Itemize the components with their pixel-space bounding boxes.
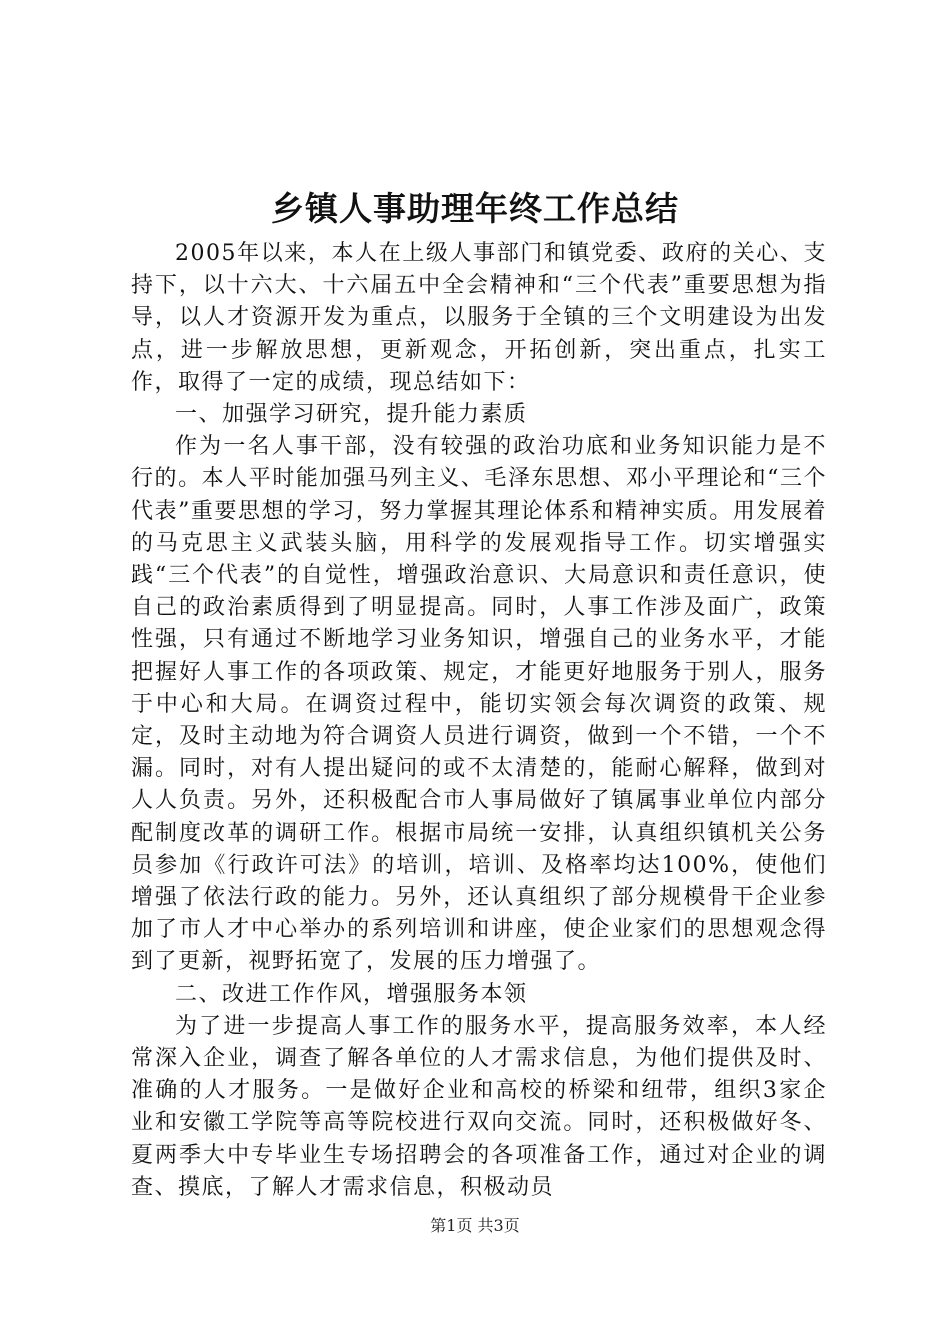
section-1-paragraph: 作为一名人事干部，没有较强的政治功底和业务知识能力是不行的。本人平时能加强马列主义、毛泽东思想、邓小平理论和“三个代表”重要思想的学习，努力掌握其理论体系和精神实质。用发展着的马克思主义武装头脑，用科学的发展观指导工作。切实增强实践“三个代表”的自觉性，增强政治意识、大局意识和责任意识，使自己的政治素质得到了明显提高。同时，人事工作涉及面广，政策性强，只有通过不断地学习业务知识，增强自己的业务水平，才能把握好人事工作的各项政策、规定，才能更好地服务于别人，服务于中心和大局。在调资过程中，能切实领会每次调资的政策、规定，及时主动地为符合调资人员进行调资，做到一个不错，一个不漏。同时，对有人提出疑问的或不太清楚的，能耐心解释，做到对人人负责。另外，还积极配合市人事局做好了镇属事业单位内部分配制度改革的调研工作。根据市局统一安排，认真组织镇机关公务员参加《行政许可法》的培训，培训、及格率均达100%，使他们增强了依法行政的能力。另外，还认真组织了部分规模骨干企业参加了市人才中心举办的系列培训和讲座，使企业家们的思想观念得到了更新，视野拓宽了，发展的压力增强了。 <box>131 434 827 975</box>
document-body <box>131 238 827 1204</box>
section-heading-2: 二、改进工作作风，增强服务本领 <box>175 981 528 1007</box>
document-title: 乡镇人事助理年终工作总结 <box>271 189 679 228</box>
section-2-paragraph: 为了进一步提高人事工作的服务水平，提高服务效率，本人经常深入企业，调查了解各单位的人才需求信息，为他们提供及时、准确的人才服务。一是做好企业和高校的桥梁和纽带，组织3家企业和安徽工学院等高等院校进行双向交流。同时，还积极做好冬、夏两季大中专毕业生专场招聘会的各项准备工作，通过对企业的调查、摸底，了解人才需求信息，积极动员 <box>131 1013 827 1200</box>
page-number-footer: 第1页 共3页 <box>430 1216 520 1235</box>
section-heading-1: 一、加强学习研究，提升能力素质 <box>175 402 528 428</box>
intro-paragraph: 2005年以来，本人在上级人事部门和镇党委、政府的关心、支持下，以十六大、十六届五中全会精神和“三个代表”重要思想为指导，以人才资源开发为重点，以服务于全镇的三个文明建设为出发点，进一步解放思想，更新观念，开拓创新，突出重点，扎实工作，取得了一定的成绩，现总结如下： <box>131 241 827 395</box>
